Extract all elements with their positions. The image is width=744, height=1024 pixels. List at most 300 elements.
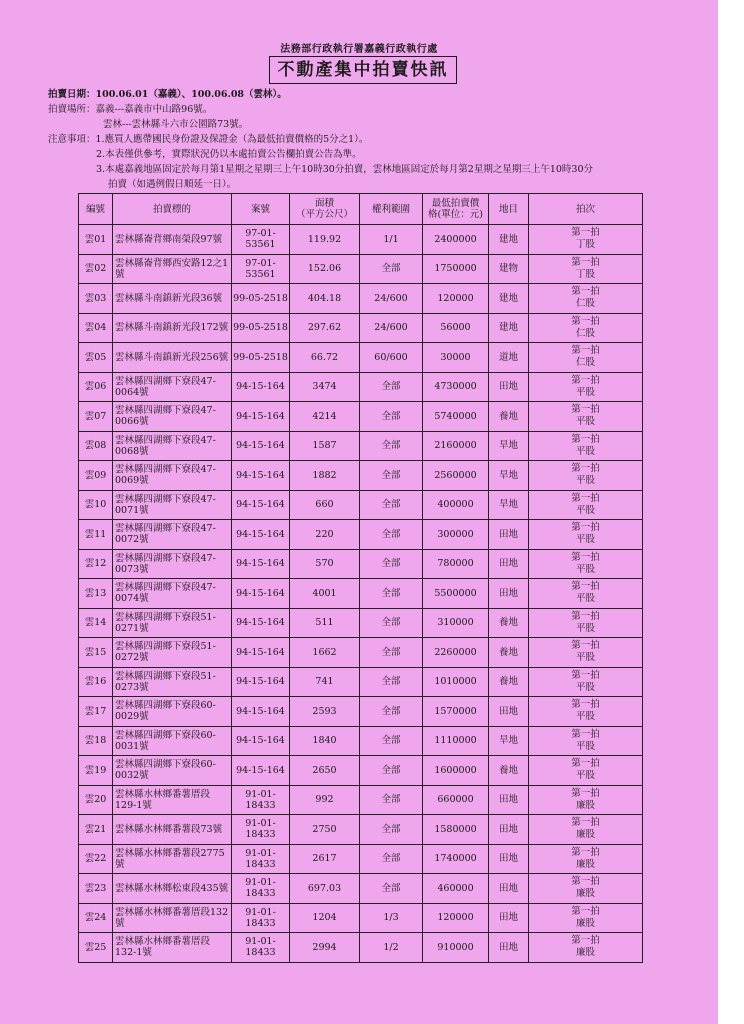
cell-area: 220 [290,520,360,550]
cell-location: 雲林縣水林鄉松東段435號 [113,874,232,904]
header-area-line1: 面積 [314,198,334,209]
cell-area: 119.92 [290,225,360,255]
cell-land-type: 田地 [489,933,529,963]
cell-area: 992 [290,785,360,815]
cell-area: 4214 [290,402,360,432]
agency-name: 法務部行政執行署嘉義行政執行處 [280,44,438,55]
cell-round-2: 仁股 [575,327,595,339]
cell-round [529,490,643,520]
cell-location: 雲林縣四湖鄉下寮段47-0068號 [113,431,232,461]
cell-land-type: 旱地 [489,461,529,491]
cell-land-type: 旱地 [489,490,529,520]
cell-round-1: 第一拍 [571,374,600,386]
cell-case-number: 94-15-164 [232,549,290,579]
cell-no: 雲20 [79,785,113,815]
cell-land-type: 養地 [489,402,529,432]
cell-round-1: 第一拍 [571,286,600,298]
cell-rights: 全部 [360,844,423,874]
cell-rights: 全部 [360,549,423,579]
cell-round-2: 平股 [575,711,595,723]
cell-round-1: 第一拍 [571,433,600,445]
cell-case-number: 94-15-164 [232,431,290,461]
cell-land-type: 田地 [489,549,529,579]
cell-case-number: 91-01-18433 [232,933,290,963]
cell-land-type: 田地 [489,520,529,550]
header-round: 拍次 [529,194,643,225]
cell-no: 雲19 [79,756,113,786]
cell-round-1: 第一拍 [571,758,600,770]
cell-min-price: 120000 [423,903,489,933]
table-row [79,490,643,520]
table-row [79,343,643,373]
cell-rights: 全部 [360,697,423,727]
cell-location: 雲林縣四湖鄉下寮段51-0271號 [113,608,232,638]
table-row [79,697,643,727]
cell-no: 雲06 [79,372,113,402]
cell-area: 2750 [290,815,360,845]
cell-round [529,343,643,373]
cell-round-1: 第一拍 [571,935,600,947]
cell-case-number: 94-15-164 [232,756,290,786]
header-rights: 權利範圍 [360,194,423,225]
cell-rights: 全部 [360,402,423,432]
cell-land-type: 田地 [489,815,529,845]
table-row [79,431,643,461]
cell-land-type: 養地 [489,756,529,786]
cell-area: 66.72 [290,343,360,373]
cell-round [529,815,643,845]
cell-location: 雲林縣四湖鄉下寮段51-0273號 [113,667,232,697]
cell-land-type: 田地 [489,579,529,609]
auction-date-label: 拍賣日期： [48,89,96,100]
cell-round [529,520,643,550]
cell-no: 雲12 [79,549,113,579]
cell-case-number: 94-15-164 [232,638,290,668]
cell-round-2: 平股 [575,681,595,693]
auction-place-line1: 嘉義---嘉義市中山路96號。 [95,104,213,115]
cell-location: 雲林縣四湖鄉下寮段47-0071號 [113,490,232,520]
cell-rights: 全部 [360,254,423,284]
header-price [423,194,489,225]
cell-min-price: 56000 [423,313,489,343]
note-3-continued: 拍賣（如遇例假日順延一日）。 [108,179,237,190]
cell-location: 雲林縣水林鄉番薯段73號 [113,815,232,845]
cell-case-number: 99-05-2518 [232,313,290,343]
cell-rights: 60/600 [360,343,423,373]
header-price-line2: 格(單位：元) [428,209,483,220]
cell-rights: 全部 [360,490,423,520]
cell-land-type: 旱地 [489,431,529,461]
cell-land-type: 田地 [489,903,529,933]
table-row [79,520,643,550]
cell-case-number: 94-15-164 [232,726,290,756]
note-3: 3.本處嘉義地區固定於每月第1星期之星期三上午10時30分拍賣，雲林地區固定於每月第2星期之星期三上午10時30分 [96,164,594,175]
cell-round [529,756,643,786]
note-2: 2.本表僅供參考，實際狀況仍以本處拍賣公告欄拍賣公告為準。 [96,149,362,160]
table-row [79,225,643,255]
cell-case-number: 99-05-2518 [232,284,290,314]
cell-round [529,549,643,579]
cell-round-1: 第一拍 [571,404,600,416]
cell-case-number: 91-01-18433 [232,874,290,904]
cell-min-price: 660000 [423,785,489,815]
cell-rights: 全部 [360,431,423,461]
cell-rights: 24/600 [360,284,423,314]
cell-no: 雲18 [79,726,113,756]
cell-case-number: 91-01-18433 [232,844,290,874]
cell-land-type: 田地 [489,372,529,402]
cell-case-number: 97-01-53561 [232,254,290,284]
cell-rights: 全部 [360,608,423,638]
cell-round-1: 第一拍 [571,345,600,357]
cell-no: 雲13 [79,579,113,609]
cell-round-1: 第一拍 [571,876,600,888]
header-no: 編號 [79,194,113,225]
cell-location: 雲林縣四湖鄉下寮段47-0066號 [113,402,232,432]
cell-round-1: 第一拍 [571,227,600,239]
cell-rights: 全部 [360,372,423,402]
cell-round-1: 第一拍 [571,817,600,829]
cell-rights: 全部 [360,461,423,491]
cell-no: 雲07 [79,402,113,432]
cell-location: 雲林縣四湖鄉下寮段47-0072號 [113,520,232,550]
cell-land-type: 田地 [489,844,529,874]
cell-area: 1204 [290,903,360,933]
cell-area: 1840 [290,726,360,756]
cell-round [529,225,643,255]
cell-min-price: 2560000 [423,461,489,491]
cell-min-price: 310000 [423,608,489,638]
cell-area: 297.62 [290,313,360,343]
cell-rights: 1/3 [360,903,423,933]
cell-case-number: 94-15-164 [232,372,290,402]
cell-round-1: 第一拍 [571,787,600,799]
cell-min-price: 2260000 [423,638,489,668]
cell-round-2: 平股 [575,386,595,398]
cell-rights: 24/600 [360,313,423,343]
table-row [79,903,643,933]
table-row [79,284,643,314]
cell-round [529,844,643,874]
cell-case-number: 91-01-18433 [232,815,290,845]
cell-round [529,372,643,402]
cell-round-2: 廉股 [575,888,595,900]
cell-location: 雲林縣四湖鄉下寮段51-0272號 [113,638,232,668]
cell-no: 雲03 [79,284,113,314]
cell-location: 雲林縣四湖鄉下寮段47-0064號 [113,372,232,402]
cell-round [529,785,643,815]
cell-min-price: 460000 [423,874,489,904]
cell-min-price: 2160000 [423,431,489,461]
cell-round [529,402,643,432]
cell-no: 雲10 [79,490,113,520]
cell-area: 1587 [290,431,360,461]
cell-no: 雲22 [79,844,113,874]
cell-location: 雲林縣崙背鄉西安路12之1號 [113,254,232,284]
cell-land-type: 旱地 [489,726,529,756]
cell-round [529,579,643,609]
note-1: 1.應買人應帶國民身份證及保證金（為最低拍賣價格的5分之1）。 [95,134,369,145]
cell-land-type: 田地 [489,785,529,815]
cell-no: 雲04 [79,313,113,343]
cell-round-2: 廉股 [575,799,595,811]
cell-location: 雲林縣水林鄉番薯段2775號 [113,844,232,874]
cell-round-1: 第一拍 [571,846,600,858]
auction-place-label: 拍賣場所： [48,104,96,115]
cell-round-1: 第一拍 [571,610,600,622]
cell-round-1: 第一拍 [571,699,600,711]
cell-min-price: 2400000 [423,225,489,255]
header-case: 案號 [232,194,290,225]
cell-min-price: 5500000 [423,579,489,609]
notes [48,131,368,145]
table-row [79,874,643,904]
cell-min-price: 5740000 [423,402,489,432]
cell-min-price: 1750000 [423,254,489,284]
cell-min-price: 400000 [423,490,489,520]
cell-round [529,933,643,963]
table-row [79,461,643,491]
cell-min-price: 1600000 [423,756,489,786]
cell-location: 雲林縣水林鄉番薯厝段132號 [113,903,232,933]
cell-no: 雲08 [79,431,113,461]
cell-round-1: 第一拍 [571,522,600,534]
cell-min-price: 1570000 [423,697,489,727]
cell-area: 404.18 [290,284,360,314]
cell-round [529,608,643,638]
cell-round-2: 廉股 [575,947,595,959]
table-header-row [79,194,643,225]
cell-case-number: 97-01-53561 [232,225,290,255]
header-land: 地目 [489,194,529,225]
header-area [290,194,360,225]
cell-round [529,874,643,904]
cell-rights: 全部 [360,667,423,697]
cell-min-price: 1580000 [423,815,489,845]
cell-location: 雲林縣四湖鄉下寮段47-0073號 [113,549,232,579]
cell-min-price: 300000 [423,520,489,550]
cell-location: 雲林縣四湖鄉下寮段60-0029號 [113,697,232,727]
cell-round-1: 第一拍 [571,256,600,268]
cell-area: 660 [290,490,360,520]
cell-round-2: 廉股 [575,858,595,870]
cell-round-2: 平股 [575,534,595,546]
cell-round-1: 第一拍 [571,463,600,475]
cell-rights: 全部 [360,726,423,756]
table-row [79,785,643,815]
cell-round [529,461,643,491]
cell-round [529,903,643,933]
table-row [79,549,643,579]
cell-rights: 1/1 [360,225,423,255]
cell-round-1: 第一拍 [571,728,600,740]
cell-round-2: 平股 [575,593,595,605]
cell-round-1: 第一拍 [571,581,600,593]
auction-place [48,101,212,115]
cell-round-2: 平股 [575,475,595,487]
table-row [79,844,643,874]
cell-no: 雲17 [79,697,113,727]
cell-round [529,431,643,461]
cell-land-type: 建地 [489,313,529,343]
cell-case-number: 94-15-164 [232,697,290,727]
cell-area: 152.06 [290,254,360,284]
cell-round-2: 廉股 [575,917,595,929]
cell-area: 1662 [290,638,360,668]
cell-area: 511 [290,608,360,638]
cell-min-price: 1010000 [423,667,489,697]
table-row [79,667,643,697]
table-row [79,372,643,402]
cell-case-number: 94-15-164 [232,520,290,550]
cell-location: 雲林縣崙背鄉南榮段97號 [113,225,232,255]
cell-case-number: 94-15-164 [232,579,290,609]
cell-round-1: 第一拍 [571,640,600,652]
cell-location: 雲林縣斗南鎮新光段256號 [113,343,232,373]
cell-case-number: 94-15-164 [232,667,290,697]
cell-location: 雲林縣水林鄉番薯厝段129-1號 [113,785,232,815]
cell-no: 雲11 [79,520,113,550]
table-row [79,638,643,668]
table-row [79,313,643,343]
cell-land-type: 建地 [489,284,529,314]
cell-round-2: 平股 [575,563,595,575]
cell-area: 697.03 [290,874,360,904]
cell-round-2: 平股 [575,770,595,782]
cell-round-2: 平股 [575,504,595,516]
cell-round-1: 第一拍 [571,905,600,917]
cell-area: 2617 [290,844,360,874]
cell-round-2: 廉股 [575,829,595,841]
cell-area: 3474 [290,372,360,402]
cell-land-type: 養地 [489,608,529,638]
cell-round [529,313,643,343]
cell-location: 雲林縣四湖鄉下寮段47-0069號 [113,461,232,491]
cell-rights: 全部 [360,638,423,668]
cell-round-1: 第一拍 [571,551,600,563]
cell-area: 741 [290,667,360,697]
cell-rights: 全部 [360,579,423,609]
cell-rights: 全部 [360,785,423,815]
cell-round [529,638,643,668]
cell-case-number: 94-15-164 [232,490,290,520]
auction-date-value: 100.06.01（嘉義）、100.06.08（雲林）。 [95,89,287,100]
cell-min-price: 780000 [423,549,489,579]
table-row [79,608,643,638]
cell-location: 雲林縣四湖鄉下寮段60-0031號 [113,726,232,756]
header-price-line1: 最低拍賣價 [431,198,480,209]
cell-land-type: 建地 [489,225,529,255]
cell-land-type: 田地 [489,874,529,904]
auction-table [78,193,643,963]
header-area-line2: （平方公尺） [295,209,353,220]
cell-case-number: 99-05-2518 [232,343,290,373]
cell-area: 2593 [290,697,360,727]
cell-round-2: 仁股 [575,298,595,310]
auction-place-line2: 雲林---雲林縣斗六市公園路73號。 [103,119,249,130]
cell-no: 雲24 [79,903,113,933]
cell-location: 雲林縣水林鄉番薯厝段132-1號 [113,933,232,963]
cell-no: 雲01 [79,225,113,255]
cell-location: 雲林縣斗南鎮新光段36號 [113,284,232,314]
table-row [79,815,643,845]
cell-round-2: 平股 [575,622,595,634]
cell-no: 雲14 [79,608,113,638]
cell-round [529,254,643,284]
cell-area: 4001 [290,579,360,609]
cell-no: 雲05 [79,343,113,373]
header-target: 拍賣標的 [113,194,232,225]
cell-location: 雲林縣四湖鄉下寮段60-0032號 [113,756,232,786]
cell-location: 雲林縣斗南鎮新光段172號 [113,313,232,343]
cell-round [529,284,643,314]
cell-land-type: 養地 [489,667,529,697]
cell-no: 雲16 [79,667,113,697]
notes-label: 注意事項： [48,134,96,145]
cell-case-number: 94-15-164 [232,608,290,638]
cell-no: 雲15 [79,638,113,668]
cell-no: 雲25 [79,933,113,963]
cell-min-price: 1110000 [423,726,489,756]
cell-round-1: 第一拍 [571,669,600,681]
cell-round [529,697,643,727]
cell-case-number: 91-01-18433 [232,903,290,933]
cell-area: 1882 [290,461,360,491]
cell-round-1: 第一拍 [571,315,600,327]
cell-land-type: 建物 [489,254,529,284]
table-row [79,756,643,786]
table-row [79,402,643,432]
cell-round-2: 平股 [575,740,595,752]
cell-rights: 全部 [360,520,423,550]
cell-area: 570 [290,549,360,579]
cell-area: 2650 [290,756,360,786]
cell-round [529,726,643,756]
cell-rights: 全部 [360,874,423,904]
cell-round [529,667,643,697]
cell-min-price: 910000 [423,933,489,963]
document-title: 不動產集中拍賣快訊 [269,56,457,84]
cell-min-price: 4730000 [423,372,489,402]
table-row [79,933,643,963]
table-row [79,254,643,284]
cell-no: 雲09 [79,461,113,491]
cell-land-type: 養地 [489,638,529,668]
cell-round-2: 平股 [575,652,595,664]
cell-round-2: 丁股 [575,268,595,280]
cell-round-2: 仁股 [575,357,595,369]
cell-location: 雲林縣四湖鄉下寮段47-0074號 [113,579,232,609]
cell-no: 雲21 [79,815,113,845]
table-row [79,579,643,609]
cell-case-number: 91-01-18433 [232,785,290,815]
cell-round-2: 丁股 [575,239,595,251]
cell-rights: 全部 [360,756,423,786]
cell-case-number: 94-15-164 [232,402,290,432]
cell-no: 雲23 [79,874,113,904]
cell-area: 2994 [290,933,360,963]
cell-min-price: 30000 [423,343,489,373]
auction-date [48,86,287,100]
cell-round-2: 平股 [575,445,595,457]
cell-case-number: 94-15-164 [232,461,290,491]
cell-round-1: 第一拍 [571,492,600,504]
cell-land-type: 道地 [489,343,529,373]
cell-min-price: 120000 [423,284,489,314]
cell-min-price: 1740000 [423,844,489,874]
cell-rights: 全部 [360,815,423,845]
cell-land-type: 田地 [489,697,529,727]
